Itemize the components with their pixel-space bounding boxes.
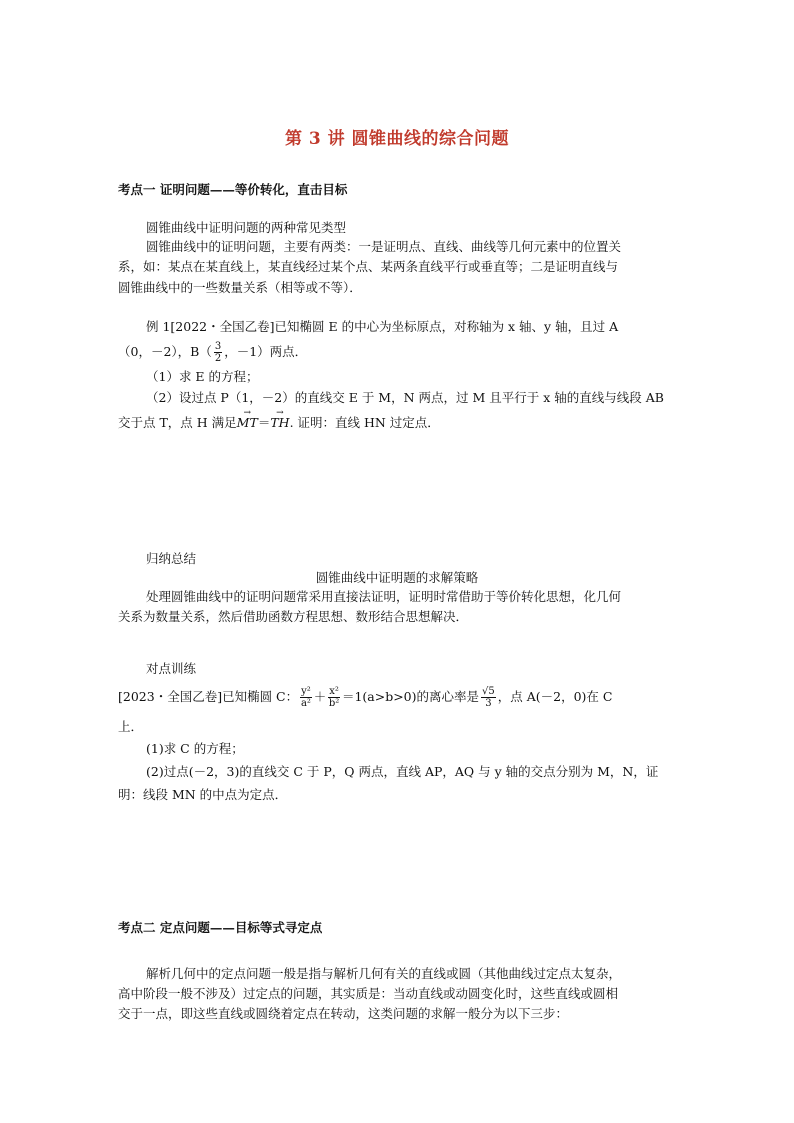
summary-line-2: 关系为数量关系，然后借助函数方程思想、数形结合思想解决． <box>118 609 469 624</box>
practice-line1 <box>118 684 612 710</box>
summary-label: 归纳总结 <box>146 551 197 566</box>
section1-heading: 考点一 证明问题——等价转化，直击目标 <box>118 182 348 197</box>
section2-heading: 考点二 定点问题——目标等式寻定点 <box>118 920 323 935</box>
practice-text-c: ，点 A(－2，0)在 C <box>497 689 613 704</box>
practice-q2: (2)过点(－2，3)的直线交 C 于 P，Q 两点，直线 AP，AQ 与 y 轴的交点分别为 M，N，证 <box>146 764 659 779</box>
fraction-y2-a2: $\frac{\text{y²}}{\text{a²}}$ <box>300 686 311 709</box>
vector-th: → TH <box>270 414 289 432</box>
practice-text-a: [2023・全国乙卷]已知椭圆 C： <box>118 689 299 704</box>
example1-q2-cont <box>118 414 440 432</box>
vector-mt: → MT <box>237 414 258 432</box>
fraction-x2-b2: $\frac{\text{x²}}{\text{b²}}$ <box>328 686 340 709</box>
practice-text-b: ＝1(a>b>0)的离心率是 <box>341 689 480 704</box>
fraction-sqrt5-3: $\frac{√5}{3}$ <box>482 686 495 709</box>
practice-label: 对点训练 <box>146 661 197 676</box>
fraction-three-halves: $\frac{3}{2}$ <box>214 341 222 364</box>
intro-line-3: 圆锥曲线中的一些数量关系（相等或不等）． <box>118 280 362 295</box>
example1-q1: （1）求 E 的方程； <box>146 369 259 384</box>
intro-line-1: 圆锥曲线中的证明问题，主要有两类：一是证明点、直线、曲线等几何元素中的位置关 <box>146 239 622 254</box>
intro-title: 圆锥曲线中证明问题的两种常见类型 <box>146 220 347 235</box>
section2-line-1: 解析几何中的定点问题一般是指与解析几何有关的直线或圆（其他曲线过定点太复杂， <box>146 966 622 981</box>
practice-q1: (1)求 C 的方程； <box>146 741 244 756</box>
summary-line-1: 处理圆锥曲线中的证明问题常采用直接法证明，证明时常借助于等价转化思想，化几何 <box>146 589 622 604</box>
example1-q2: （2）设过点 P（1，－2）的直线交 E 于 M，N 两点，过 M 且平行于 x 轴的直线与线段 AB <box>146 390 664 405</box>
example1-q2-text-b: . 证明：直线 HN 过定点． <box>289 415 440 430</box>
example1-points-a: （0，－2），B（ <box>118 344 212 359</box>
practice-line2: 上． <box>118 719 144 734</box>
example1-points-b: ，－1）两点． <box>224 344 308 359</box>
example1-q2-text-a: 交于点 T，点 H 满足 <box>118 415 237 430</box>
example1-line2 <box>118 341 307 364</box>
example1-line1: 例 1[2022・全国乙卷]已知椭圆 E 的中心为坐标原点，对称轴为 x 轴、y 轴，且过 A <box>146 319 619 334</box>
section2-line-2: 高中阶段一般不涉及）过定点的问题，其实质是：当动直线或动圆变化时，这些直线或圆相 <box>118 986 619 1001</box>
plus-sign: ＋ <box>313 689 327 704</box>
section2-line-3: 交于一点，即这些直线或圆绕着定点在转动，这类问题的求解一般分为以下三步： <box>118 1006 569 1021</box>
page-title: 第 3 讲 圆锥曲线的综合问题 <box>284 129 510 149</box>
summary-title: 圆锥曲线中证明题的求解策略 <box>315 570 479 585</box>
equals-sign: ＝ <box>257 415 271 430</box>
intro-line-2: 系，如：某点在某直线上，某直线经过某个点、某两条直线平行或垂直等；二是证明直线与 <box>118 259 619 274</box>
practice-q2-cont: 明：线段 MN 的中点为定点． <box>118 787 288 802</box>
